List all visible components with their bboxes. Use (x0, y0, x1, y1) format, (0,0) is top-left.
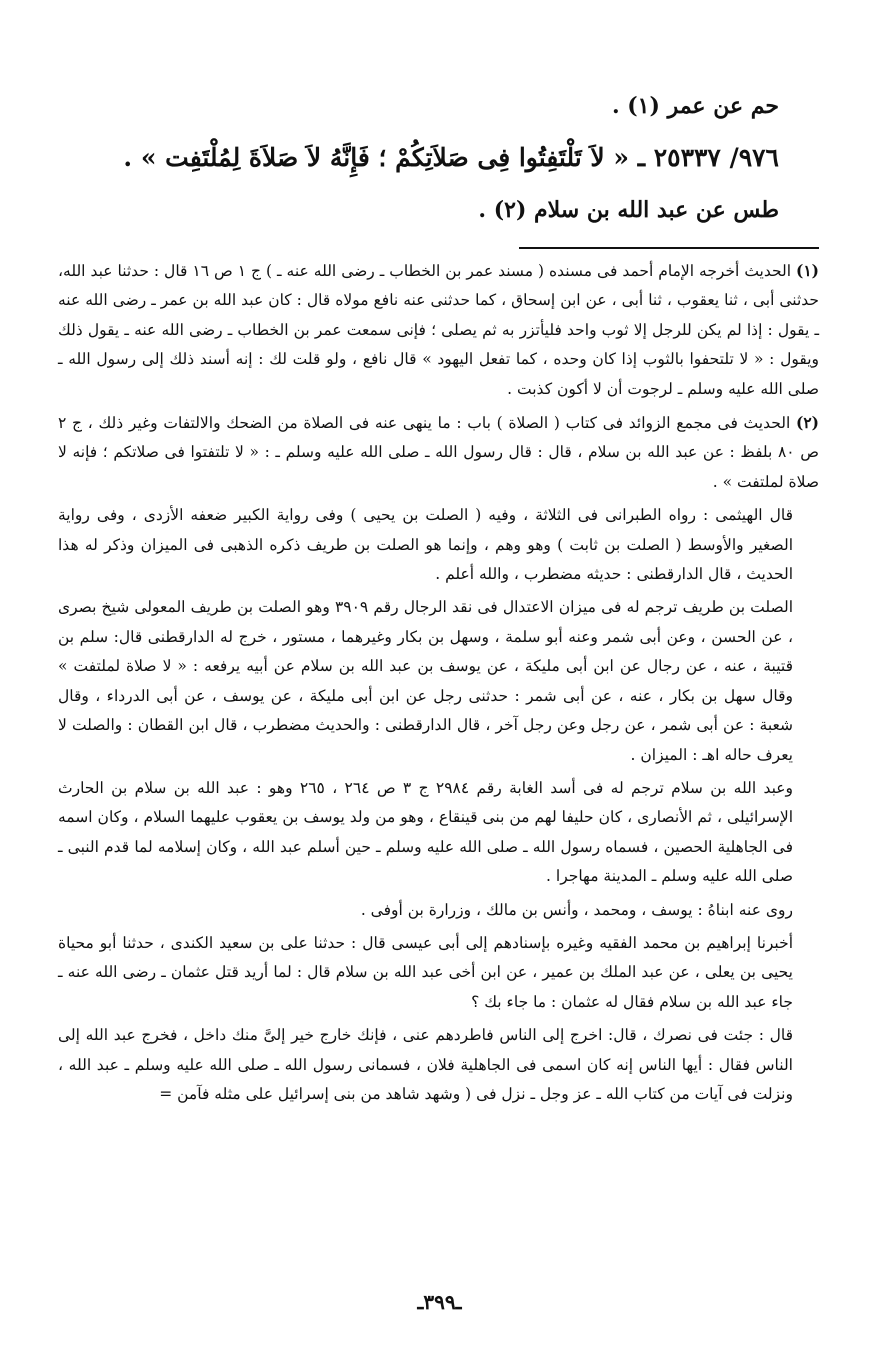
footnote-paragraph: قال : جئت فى نصرك ، قال: اخرج إلى الناس فاطردهم عنى ، فإنك خارج خير إلىَّ منك داخل ، فخرج عبد الله إلى الناس فقال : أيها الناس إنه كان اسمى فى الجاهلية فلان ، فسمانى رسول الله ـ صلى الله عليه وسلم ـ عبد الله ، ونزلت فى آيات من كتاب الله ـ عز وجل ـ نزل فى ( وشهد شاهد من بنى إسرائيل على مثله فآمن = (58, 1026, 793, 1103)
footnote-text: الحديث فى مجمع الزوائد فى كتاب ( الصلاة ) باب : ما ينهى عنه فى الصلاة من الضحك والالتفات وغير ذلك ، ج ٢ ص ٨٠ بلفظ : عن عبد الله بن سلام ، قال : قال رسول الله ـ صلى الله عليه وسلم ـ : « لا تلتفتوا فى صلاتكم ؛ فإنه لا صلاة لملتفت » . (58, 414, 819, 491)
footnote-number: (٢) (795, 413, 819, 433)
source-line-bottom: طس عن عبد الله بن سلام (٢) . (478, 197, 779, 223)
footnote-paragraph: وعبد الله بن سلام ترجم له فى أسد الغابة رقم ٢٩٨٤ ج ٣ ص ٢٦٤ ، ٢٦٥ وهو : عبد الله بن سلام بن الحارث الإسرائيلى ، ثم الأنصارى ، كان حليفا لهم من بنى قينقاع ، وهو من ولد يوسف بن يعقوب عليهما السلام ، وكان اسمه فى الجاهلية الحصين ، فسماه رسول الله ـ صلى الله عليه وسلم ـ حين أسلم عبد الله ، وكان إسلامه لما قدم النبى ـ صلى الله عليه وسلم ـ المدينة مهاجرا . (58, 778, 794, 886)
source-line-top: حم عن عمر (١) . (611, 93, 779, 119)
footnote-1 (58, 256, 819, 404)
footnote-text: الحديث أخرجه الإمام أحمد فى مسنده ( مسند عمر بن الخطاب ـ رضى الله عنه ـ ) ج ١ ص ١٦ قال : حدثنا عبد الله، حدثنى أبى ، ثنا يعقوب ، ثنا أبى ، عن ابن إسحاق ، كما حدثنى عنه نافع مولاه قال : كان عبد الله بن عمر ـ رضى الله عنه ـ يقول : إذا لم يكن للرجل إلا ثوب واحد فليأتزر به ثم يصلى ؛ فإنى سمعت عمر بن الخطاب ـ رضى الله عنه ـ يقول ذلك ويقول : « لا تلتحفوا بالثوب إذا كان وحده ، كما تفعل اليهود » قال نافع ، ولو قلت لك : إنه أسند ذلك إلى رسول الله ـ صلى الله عليه وسلم ـ لرجوت أن لا أكون كذبت . (58, 262, 819, 398)
footnote-number: (١) (796, 261, 820, 280)
main-text-block (110, 80, 779, 236)
page-number: ـ٣٩٩ـ (417, 1290, 462, 1314)
footnotes-section (58, 256, 819, 1113)
footnote-separator (519, 247, 819, 249)
footnote-paragraph: روى عنه ابناهُ : يوسف ، ومحمد ، وأنس بن مالك ، وزرارة بن أوفى . (360, 900, 793, 919)
footnote-paragraph: الصلت بن طريف ترجم له فى ميزان الاعتدال فى نقد الرجال رقم ٣٩٠٩ وهو الصلت بن طريف المعولى شيخ بصرى ، عن الحسن ، وعن أبى شمر وعنه أبو سلمة ، وسهل بن بكار وغيرهما ، مستور ، خرج له الدارقطنى قال: سلم بن قتيبة ، عنه ، عن رجال عن ابن أبى مليكة ، عن يوسف بن عبد الله بن سلام عن أبيه يرفعه : « لا صلاة لملتفت » وقال سهل بن بكار ، عنه ، عن أبى شمر : حدثنى رجل عن ابن أبى مليكة ، عن يوسف ، عن أبى الدرداء ، وقال شعبة : عن أبى شمر ، عن رجل وعن رجل آخر ، قال الدارقطنى : والحديث مضطرب ، قال ابن القطان : والصلت لا يعرف حاله اهـ : الميزان . (58, 598, 793, 764)
footnote-paragraph: أخبرنا إبراهيم بن محمد الفقيه وغيره بإسنادهم إلى أبى عيسى قال : حدثنا على بن سعيد الكندى ، حدثنا أبو محياة يحيى بن يعلى ، عن عبد الملك بن عمير ، عن ابن أخى عبد الله بن سلام قال : لما أريد قتل عثمان ـ رضى الله عنه ـ جاء عبد الله بن سلام فقال له عثمان : ما جاء بك ؟ (58, 933, 793, 1011)
footnote-2 (58, 408, 819, 497)
hadith-text: ٩٧٦/ ٢٥٣٣٧ ـ « لاَ تَلْتَفِتُوا فِى صَلاَتِكُمْ ؛ فَإِنَّهُ لاَ صَلاَةَ لِمُلْتَفِت » . (123, 143, 779, 172)
footnote-paragraph: قال الهيثمى : رواه الطبرانى فى الثلاثة ، وفيه ( الصلت بن يحيى ) وفى رواية الكبير ضعفه الأزدى ، وفى رواية الصغير والأوسط ( الصلت بن ثابت ) وهو وهم ، وإنما هو الصلت بن طريف ذكره الذهبى فى الميزان وذكر له هذا الحديث ، قال الدارقطنى : حديثه مضطرب ، والله أعلم . (58, 506, 793, 584)
